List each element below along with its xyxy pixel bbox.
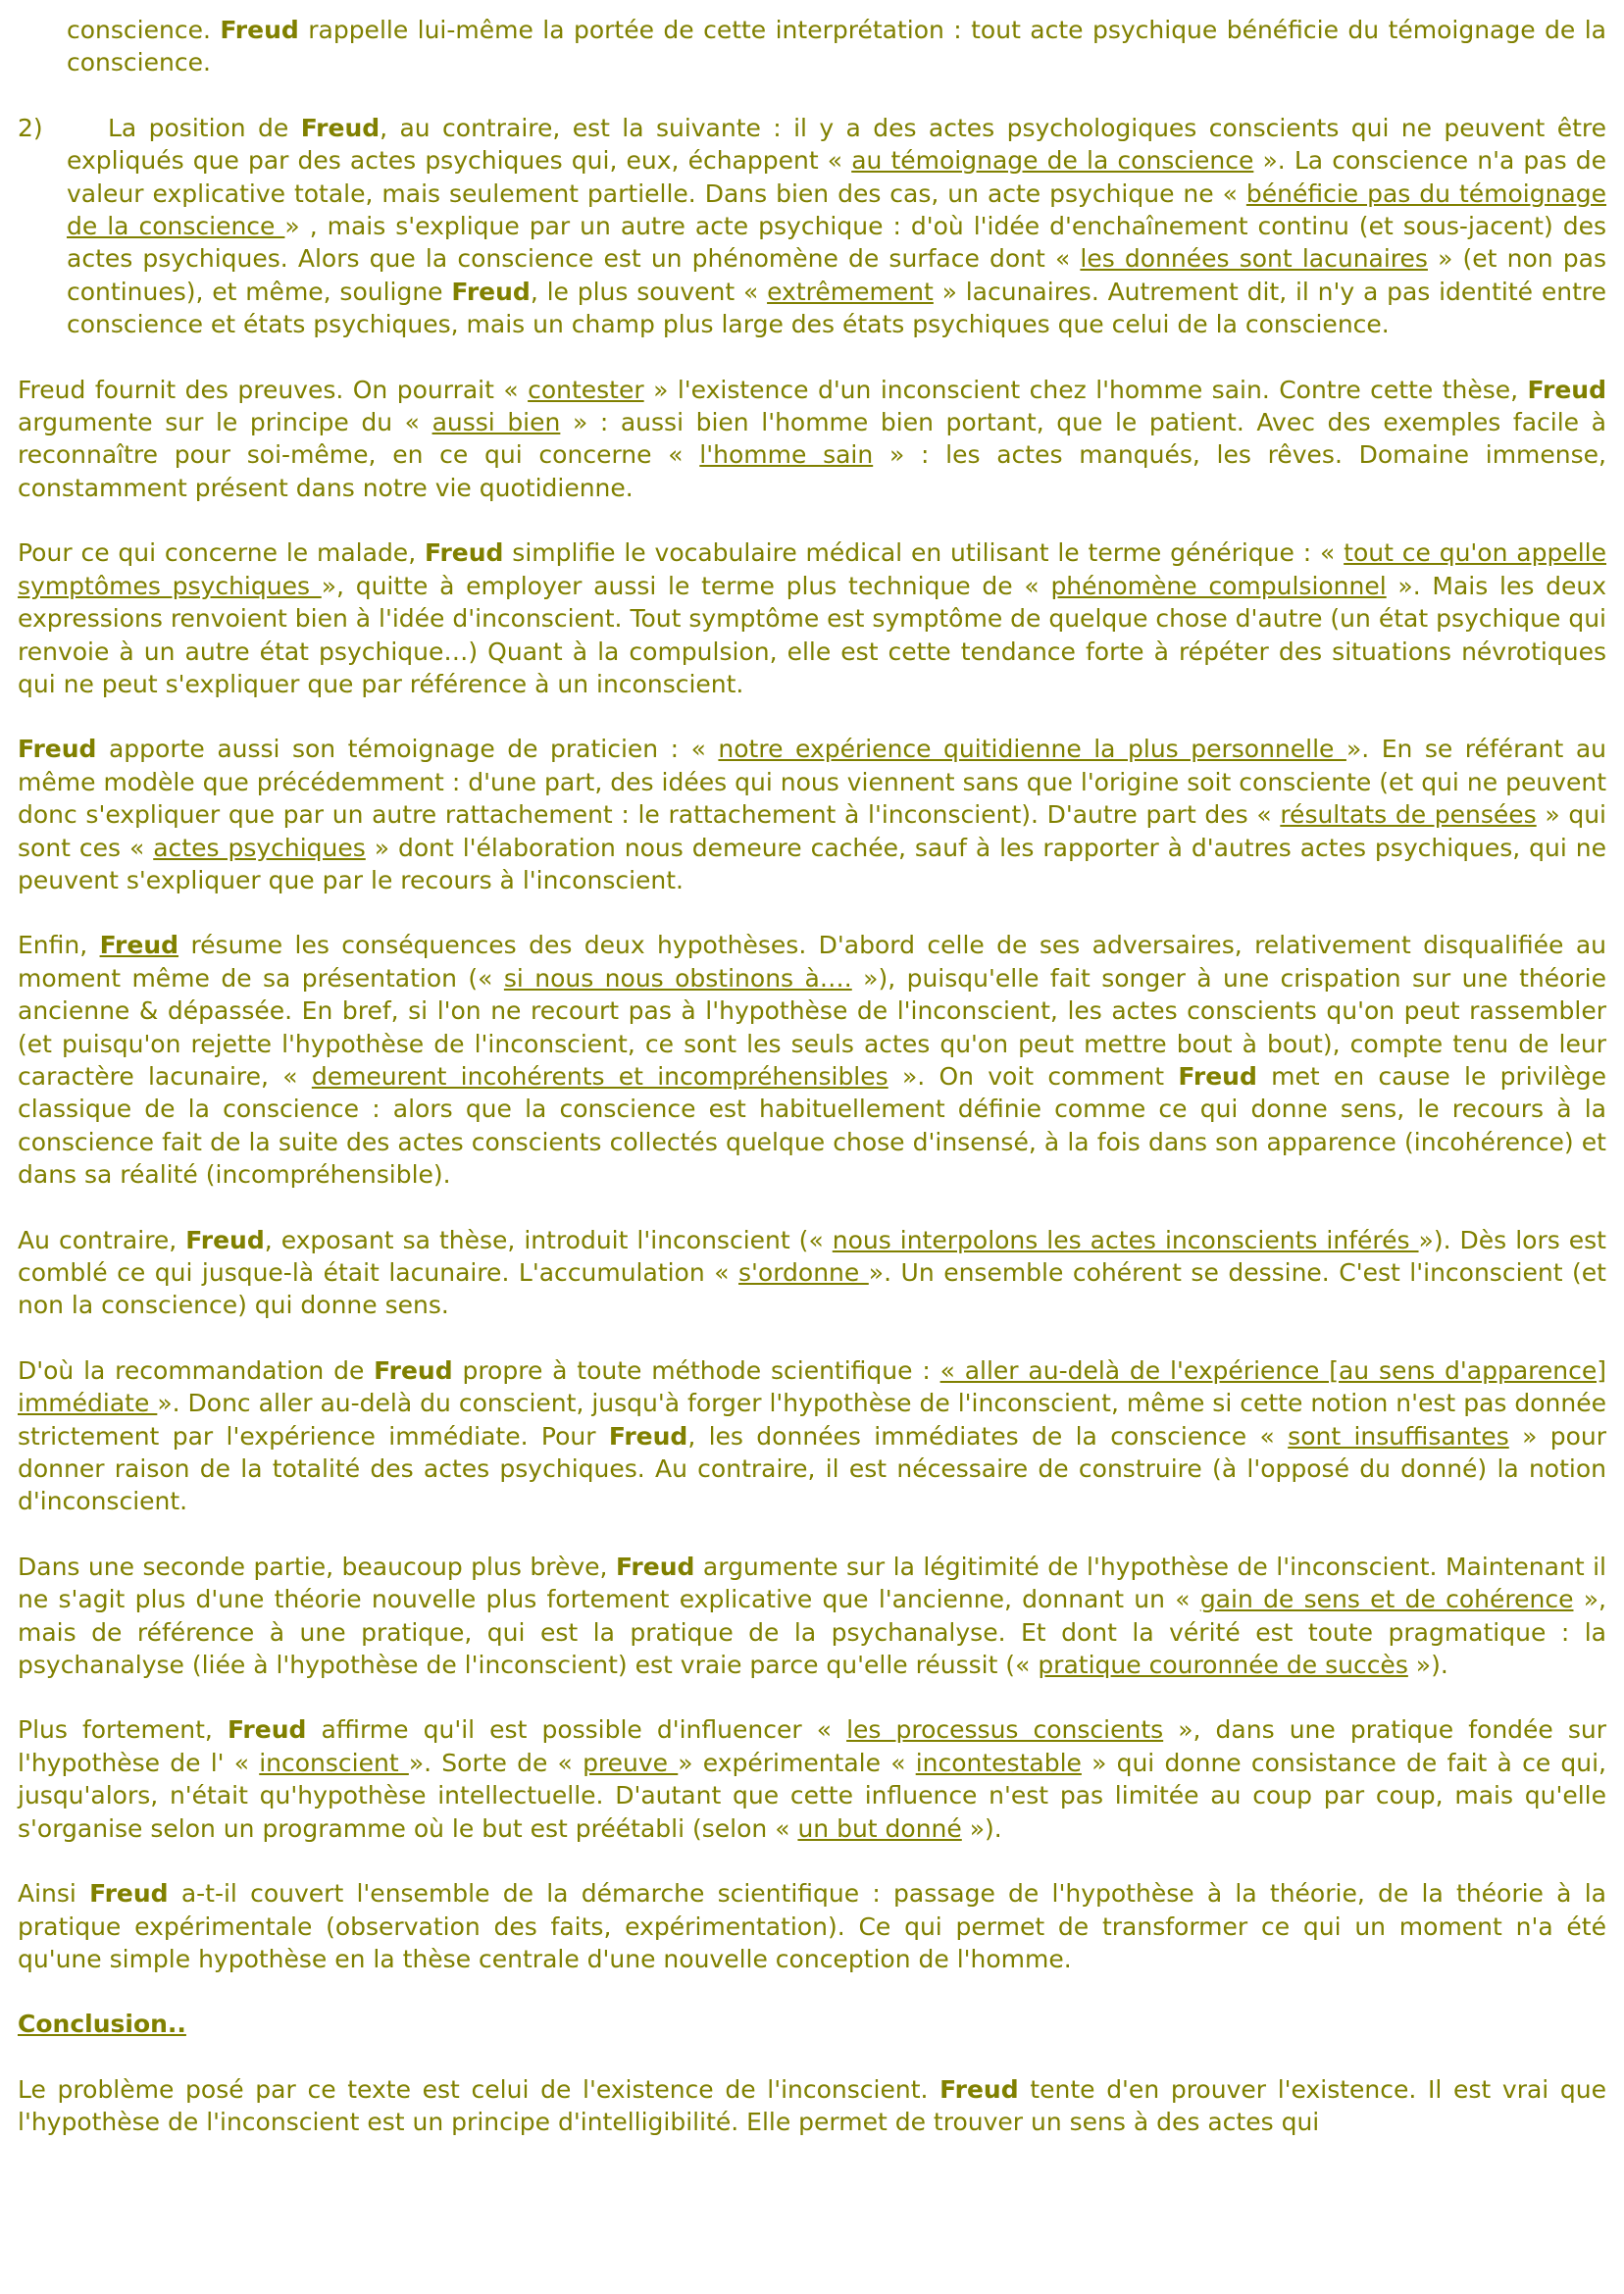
quote-link[interactable]: les données sont lacunaires bbox=[1080, 244, 1428, 274]
quote-link[interactable]: extrêmement bbox=[767, 277, 934, 306]
freud-name: Freud bbox=[300, 113, 381, 142]
text-run: , exposant sa thèse, introduit l'inconscient (« bbox=[264, 1225, 833, 1254]
paragraph-enfin bbox=[18, 929, 1606, 1191]
text-run: », mais de référence à une pratique, qui est la pratique de la psychanalyse. Et dont la vérité est toute pragmatique : la psychanalyse (liée à l'hypothèse de l'inconscient) est vraie parce qu'elle réussit (« bbox=[18, 1585, 1606, 1680]
text-run: » pour donner raison de la totalité des actes psychiques. Au contraire, il est nécessaire de construire (à l'opposé du donné) la notion d'inconscient. bbox=[18, 1421, 1606, 1516]
quote-link[interactable]: sont insuffisantes bbox=[1288, 1421, 1509, 1451]
freud-name: Freud bbox=[615, 1552, 695, 1581]
text-run: La position de bbox=[108, 113, 301, 142]
freud-name: Freud bbox=[374, 1355, 453, 1385]
freud-name: Freud bbox=[185, 1225, 265, 1254]
quote-link[interactable]: au témoignage de la conscience bbox=[851, 146, 1254, 176]
text-run: » lacunaires. Autrement dit, il n'y a pas identité entre conscience et états psychiques, mais un champ plus large des états psychiques que celui de la conscience. bbox=[67, 277, 1606, 339]
text-run: »). Dès lors est comblé ce qui jusque-là était lacunaire. L'accumulation « bbox=[18, 1225, 1606, 1287]
text-run: » : aussi bien l'homme bien portant, que le patient. Avec des exemples facile à reconnaître pour soi-même, en ce qui concerne « bbox=[18, 408, 1606, 470]
text-run: » : les actes manqués, les rêves. Domaine immense, constamment présent dans notre vie quotidienne. bbox=[18, 440, 1606, 502]
text-run: » expérimentale « bbox=[678, 1748, 916, 1777]
text-run: D'où la recommandation de bbox=[18, 1355, 375, 1385]
text-run: Enfin, bbox=[18, 931, 100, 960]
list-number: 2) bbox=[18, 113, 43, 142]
quote-link[interactable]: résultats de pensées bbox=[1280, 800, 1537, 830]
text-run: » , mais s'explique par un autre acte psychique : d'où l'idée d'enchaînement continu (et sous-jacent) des actes psychiques. Alors que la conscience est un phénomène de surface dont « bbox=[67, 212, 1606, 274]
text-run: » qui donne consistance de fait à ce qui, jusqu'alors, n'était qu'hypothèse intellectuelle. D'autant que cette influence n'est pas limitée au coup par coup, mais qu'elle s'organise selon un programme où le but est préétabli (selon « bbox=[18, 1748, 1607, 1843]
text-run: a-t-il couvert l'ensemble de la démarche scientifique : passage de l'hypothèse à la théorie, de la théorie à la pratique expérimentale (observation des faits, expérimentation). Ce qui permet de transformer ce qui un moment n'a été qu'une simple hypothèse en la thèse centrale d'une nouvelle conception de l'homme. bbox=[18, 1879, 1606, 1973]
quote-link[interactable]: nous interpolons les actes inconscients inférés bbox=[832, 1225, 1419, 1254]
freud-name: Freud bbox=[227, 1715, 307, 1745]
text-run: met en cause le privilège classique de la conscience : alors que la conscience est habituellement définie comme ce qui donne sens, le recours à la conscience fait de la suite des actes conscients collectés quelque chose d'insensé, à la fois dans son apparence (incohérence) et dans sa réalité (incompréhensible). bbox=[18, 1061, 1607, 1190]
text-run: »), puisqu'elle fait songer à une crispation sur une théorie ancienne & dépassée. En bref, si l'on ne recourt pas à l'hypothèse de l'inconscient, les actes conscients qu'on peut rassembler (et puisqu'on rejette l'hypothèse de l'inconscient, ce sont les seuls actes qu'on peut mettre bout à bout), compte tenu de leur caractère lacunaire, « bbox=[18, 963, 1606, 1091]
quote-link[interactable]: notre expérience quitidienne la plus personnelle bbox=[718, 735, 1346, 764]
text-run: » qui sont ces « bbox=[18, 800, 1606, 862]
text-run: Freud fournit des preuves. On pourrait « bbox=[18, 375, 529, 404]
quote-link[interactable]: demeurent incohérents et incompréhensibles bbox=[311, 1061, 888, 1091]
quote-link[interactable]: les processus conscients bbox=[846, 1715, 1164, 1745]
text-run: apporte aussi son témoignage de praticien : « bbox=[96, 735, 719, 764]
text-run: » l'existence d'un inconscient chez l'homme sain. Contre cette thèse, bbox=[643, 375, 1528, 404]
text-run: argumente sur le principe du « bbox=[18, 408, 432, 437]
freud-name: Freud bbox=[1178, 1061, 1257, 1091]
paragraph-malade bbox=[18, 536, 1606, 700]
quote-link[interactable]: tout ce qu'on appelle symptômes psychiques bbox=[18, 538, 1606, 600]
paragraph-intro-tail bbox=[18, 14, 1606, 79]
paragraph-contraire bbox=[18, 1224, 1606, 1322]
paragraph-preuves bbox=[18, 374, 1606, 505]
freud-name: Freud bbox=[939, 2074, 1019, 2104]
freud-name: Freud bbox=[18, 735, 97, 764]
text-run: argumente sur la légitimité de l'hypothèse de l'inconscient. Maintenant il ne s'agit plus d'une théorie nouvelle plus fortement explicative que l'ancienne, donnant un « bbox=[18, 1552, 1606, 1614]
text-run: rappelle lui-même la portée de cette interprétation : tout acte psychique bénéficie du témoignage de la conscience. bbox=[67, 16, 1606, 77]
freud-name: Freud bbox=[608, 1421, 688, 1451]
text-run: Dans une seconde partie, beaucoup plus brève, bbox=[18, 1552, 616, 1581]
text-run: propre à toute méthode scientifique : bbox=[452, 1355, 940, 1385]
quote-link[interactable]: preuve bbox=[583, 1748, 679, 1777]
quote-link[interactable]: un but donné bbox=[797, 1813, 962, 1843]
text-run: , au contraire, est la suivante : il y a des actes psychologiques conscients qui ne peuvent être expliqués que par des actes psychiques qui, eux, échappent « bbox=[67, 113, 1606, 176]
quote-link[interactable]: si nous nous obstinons à…. bbox=[503, 963, 852, 993]
text-run: » (et non pas continues), et même, souligne bbox=[67, 244, 1606, 306]
text-run: conscience. bbox=[67, 16, 221, 44]
quote-link[interactable]: s'ordonne bbox=[738, 1258, 869, 1287]
quote-link[interactable]: inconscient bbox=[259, 1748, 409, 1777]
text-run: affirme qu'il est possible d'influencer « bbox=[306, 1715, 847, 1745]
freud-name: Freud bbox=[220, 16, 299, 44]
text-run: simplifie le vocabulaire médical en utilisant le terme générique : « bbox=[503, 538, 1345, 568]
text-run: ». Sorte de « bbox=[408, 1748, 584, 1777]
conclusion-heading[interactable]: Conclusion.. bbox=[18, 2010, 186, 2039]
paragraph-recommandation bbox=[18, 1354, 1606, 1518]
text-run: , les données immédiates de la conscience « bbox=[687, 1421, 1289, 1451]
text-run: », quitte à employer aussi le terme plus technique de « bbox=[321, 571, 1051, 600]
quote-link[interactable]: phénomène compulsionnel bbox=[1050, 571, 1387, 600]
text-run: ». En se référant au même modèle que précédemment : d'une part, des idées qui nous viennent sans que l'origine soit consciente (et qui ne peuvent donc s'expliquer que par un autre rattachement : le rattachement à l'inconscient). D'autre part des « bbox=[18, 735, 1606, 830]
quote-link[interactable]: gain de sens et de cohérence bbox=[1199, 1585, 1574, 1614]
text-run: »). bbox=[961, 1813, 1002, 1843]
text-run: ». On voit comment bbox=[888, 1061, 1179, 1091]
paragraph-conclusion bbox=[18, 2073, 1606, 2139]
text-run: », dans une pratique fondée sur l'hypothèse de l' « bbox=[18, 1715, 1607, 1777]
quote-link[interactable]: incontestable bbox=[915, 1748, 1082, 1777]
text-run: tente d'en prouver l'existence. Il est vrai que l'hypothèse de l'inconscient est un principe d'intelligibilité. Elle permet de trouver un sens à des actes qui bbox=[18, 2074, 1607, 2137]
paragraph-plus-fortement bbox=[18, 1713, 1606, 1845]
freud-name: Freud bbox=[451, 277, 531, 306]
quote-link[interactable]: l'homme sain bbox=[699, 440, 874, 470]
quote-link[interactable]: aussi bien bbox=[431, 408, 561, 437]
quote-link[interactable]: contester bbox=[528, 375, 644, 404]
paragraph-ainsi bbox=[18, 1877, 1606, 1975]
list-item-2 bbox=[18, 112, 1606, 341]
quote-link[interactable]: « aller au-delà de l'expérience [au sens d'apparence] immédiate bbox=[18, 1355, 1606, 1418]
text-run: Pour ce qui concerne le malade, bbox=[18, 538, 425, 568]
text-run: » dont l'élaboration nous demeure cachée, sauf à les rapporter à d'autres actes psychiques, qui ne peuvent s'expliquer que par le recours à l'inconscient. bbox=[18, 833, 1606, 894]
paragraph-praticien bbox=[18, 733, 1606, 896]
text-run: ». Mais les deux expressions renvoient bien à l'idée d'inconscient. Tout symptôme est symptôme de quelque chose d'autre (un état psychique qui renvoie à un autre état psychique…) Quant à la compulsion, elle est cette tendance forte à répéter des situations névrotiques qui ne peut s'expliquer que par référence à un inconscient. bbox=[18, 571, 1606, 698]
freud-name: Freud bbox=[99, 931, 179, 960]
freud-name: Freud bbox=[424, 538, 504, 568]
paragraph-seconde-partie bbox=[18, 1551, 1606, 1682]
text-run: Ainsi bbox=[18, 1879, 90, 1909]
text-run: ». Un ensemble cohérent se dessine. C'est l'inconscient (et non la conscience) qui donne sens. bbox=[18, 1258, 1606, 1320]
quote-link[interactable]: pratique couronnée de succès bbox=[1038, 1651, 1408, 1680]
text-run: Le problème posé par ce texte est celui de l'existence de l'inconscient. bbox=[18, 2074, 940, 2104]
quote-link[interactable]: actes psychiques bbox=[153, 833, 366, 862]
text-run: , le plus souvent « bbox=[530, 277, 768, 306]
text-run: résume les conséquences des deux hypothèses. D'abord celle de ses adversaires, relativement disqualifiée au moment même de sa présentation (« bbox=[18, 931, 1606, 993]
text-run: ». Donc aller au-delà du conscient, jusqu'à forger l'hypothèse de l'inconscient, même si cette notion n'est pas donnée strictement par l'expérience immédiate. Pour bbox=[18, 1389, 1606, 1451]
text-run: Au contraire, bbox=[18, 1225, 186, 1254]
quote-link[interactable]: bénéficie pas du témoignage de la conscience bbox=[67, 178, 1607, 241]
list-item-text bbox=[67, 112, 1606, 341]
freud-name: Freud bbox=[89, 1879, 169, 1909]
text-run: »). bbox=[1407, 1651, 1448, 1680]
text-run: Plus fortement, bbox=[18, 1715, 228, 1745]
freud-name: Freud bbox=[1527, 375, 1606, 404]
text-run: ». La conscience n'a pas de valeur explicative totale, mais seulement partielle. Dans bien des cas, un acte psychique ne « bbox=[67, 146, 1607, 208]
